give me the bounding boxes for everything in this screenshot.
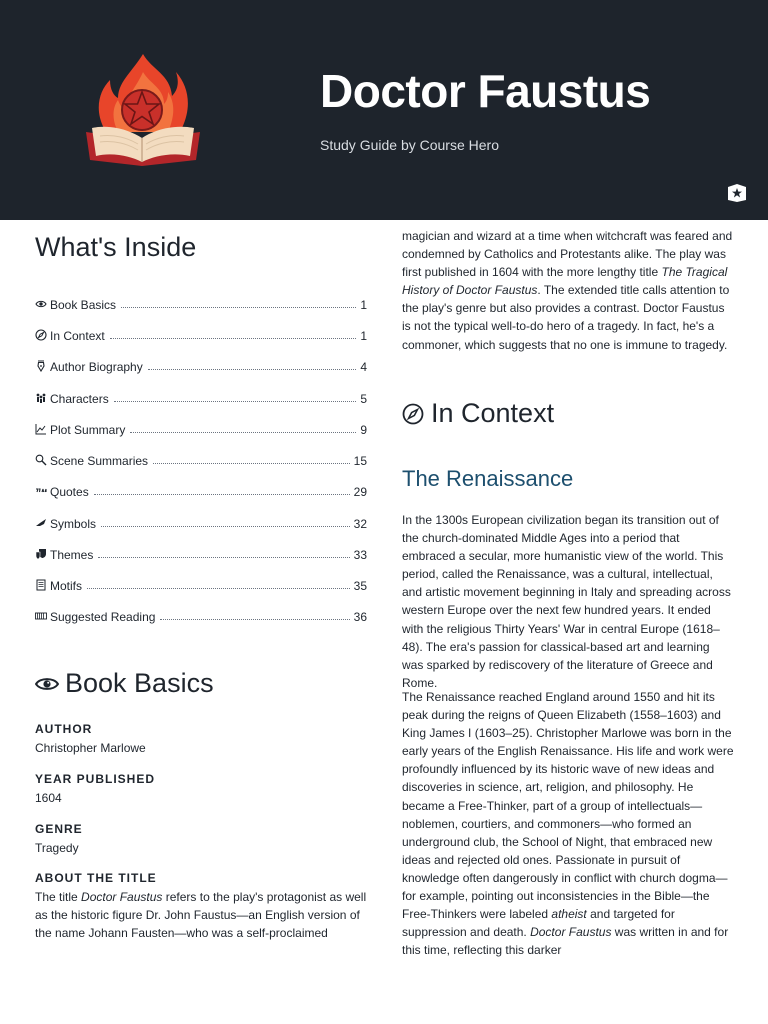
toc-label: Characters [50,392,109,406]
toc-label: Themes [50,548,94,562]
toc-item-quotes[interactable] [35,483,367,499]
toc-page: 1 [360,329,367,343]
eye-icon [35,676,59,692]
year-published-value: 1604 [35,791,62,805]
compass-icon [35,329,47,341]
magnifier-icon [35,454,47,466]
text-run: refers to the play's protagonist as well as the historic figure Dr. John Faustus—an English version of the name Johann Fausten—who was a self-proclaimed [35,890,367,941]
toc-label: Plot Summary [50,423,126,437]
toc-page: 33 [353,548,367,562]
renaissance-paragraph-1: In the 1300s European civilization began its transition out of the church-dominated Middle Ages into a period that embraced a secular, more humanistic view of the world. This period, called the Renaissance, was a cultural, intellectual, and artistic movement beginning in Italy and spreading across western Europe over the next few hundred years. It ended with the religious Thirty Years' War in central Europe (1618–48). The era's passion for classical-based art and learning was sparked by rediscovery of the literature of Greece and Rome. [402,513,731,690]
toc-page: 29 [353,485,367,499]
toc-leader [148,369,357,370]
page-header [0,0,768,220]
toc-leader [114,401,357,402]
text-run: was written in and for this time, reflecting this darker [402,925,729,958]
toc-page: 15 [353,454,367,468]
toc-label: Symbols [50,517,97,531]
compass-icon [402,403,424,425]
burning-book-pentagram-icon [80,48,206,172]
toc-page: 9 [360,423,367,437]
toc-page: 4 [360,360,367,374]
year-published-label: YEAR PUBLISHED [35,772,156,786]
toc-item-themes[interactable] [35,546,367,562]
about-title-paragraph [35,888,367,942]
toc-item-characters[interactable] [35,390,367,406]
in-context-title: In Context [431,398,555,428]
toc-item-author-biography[interactable] [35,358,367,374]
toc-label: Motifs [50,579,83,593]
toc-item-plot-summary[interactable] [35,421,367,437]
author-value: Christopher Marlowe [35,741,146,755]
toc-item-motifs[interactable] [35,577,367,593]
document-icon [35,579,47,591]
renaissance-paragraph-2 [402,688,734,959]
toc-page: 5 [360,392,367,406]
toc-label: Book Basics [50,298,117,312]
italic-title: Doctor Faustus [530,925,612,940]
people-icon [35,392,47,404]
toc-page: 1 [360,298,367,312]
quote-icon [35,485,47,497]
genre-label: GENRE [35,822,83,836]
toc-leader [153,463,350,464]
toc-leader [98,557,349,558]
text-run: The title [35,890,82,904]
text-run: and targeted for suppression and death. [402,907,675,940]
toc-page: 35 [353,579,367,593]
document-title: Doctor Faustus [320,65,651,117]
toc-item-symbols[interactable] [35,515,367,531]
italic-title: Doctor Faustus [81,890,163,904]
book-basics-heading [35,668,214,699]
toc-label: Scene Summaries [50,454,149,468]
text-run: . The extended title calls attention to the play's genre but also provides a contrast. Doctor Faustus is not the typical well-to-do hero of a tragedy. In fact, he's a commoner, which suggests that no one is immune to tragedy. [402,283,730,352]
book-basics-title: Book Basics [65,668,214,698]
toc-leader [121,307,356,308]
course-hero-logo-icon [727,183,747,203]
text-run: The Renaissance reached England around 1550 and hit its peak during the reigns of Queen Elizabeth (1558–1603) and King James I (1603–25). Christopher Marlowe was born in the early years of the English Renaissance. His life and work were profoundly influenced by its historic wave of new ideas and discoveries in science, art, religion, and philosophy. He became a Free-Thinker, part of a group of intellectuals—noblemen, courtiers, and commoners—who formed an underground club, the School of Night, that embraced new ideas and rejected old ones. Passionate in pursuit of knowledge often dangerously in conflict with church dogma—for example, pointing out inconsistencies in the Bible—the Free-Thinkers were labeled [402,690,734,922]
toc-label: In Context [50,329,105,343]
about-title-label: ABOUT THE TITLE [35,871,157,885]
toc-label: Quotes [50,485,89,499]
text-run: magician and wizard at a time when witchcraft was feared and condemned by Catholics and Protestants alike. The play was first published in 1604 with the more lengthy title [402,229,733,280]
toc-leader [110,338,357,339]
toc-leader [87,588,350,589]
toc-leader [160,619,349,620]
about-title-continued [402,227,734,354]
toc-label: Author Biography [50,360,143,374]
pen-nib-icon [35,360,47,372]
whats-inside-heading: What's Inside [35,232,197,262]
toc-item-scene-summaries[interactable] [35,452,367,468]
masks-icon [35,548,47,560]
document-subtitle: Study Guide by Course Hero [320,137,499,153]
toc-leader [94,494,350,495]
toc-leader [101,526,350,527]
toc-leader [130,432,356,433]
toc-page: 32 [353,517,367,531]
chart-icon [35,423,47,435]
genre-value: Tragedy [35,841,79,855]
in-context-heading [402,398,554,429]
toc-item-book-basics[interactable] [35,296,367,312]
eye-icon [35,298,47,310]
books-icon [35,610,47,622]
italic-term: atheist [551,907,587,922]
toc-item-in-context[interactable] [35,327,367,343]
bird-icon [35,517,47,529]
toc-page: 36 [353,610,367,624]
toc-label: Suggested Reading [50,610,156,624]
author-label: AUTHOR [35,722,93,736]
renaissance-heading: The Renaissance [402,466,574,491]
toc-item-suggested-reading[interactable] [35,608,367,624]
italic-title: The Tragical History of Doctor Faustus [402,265,728,298]
